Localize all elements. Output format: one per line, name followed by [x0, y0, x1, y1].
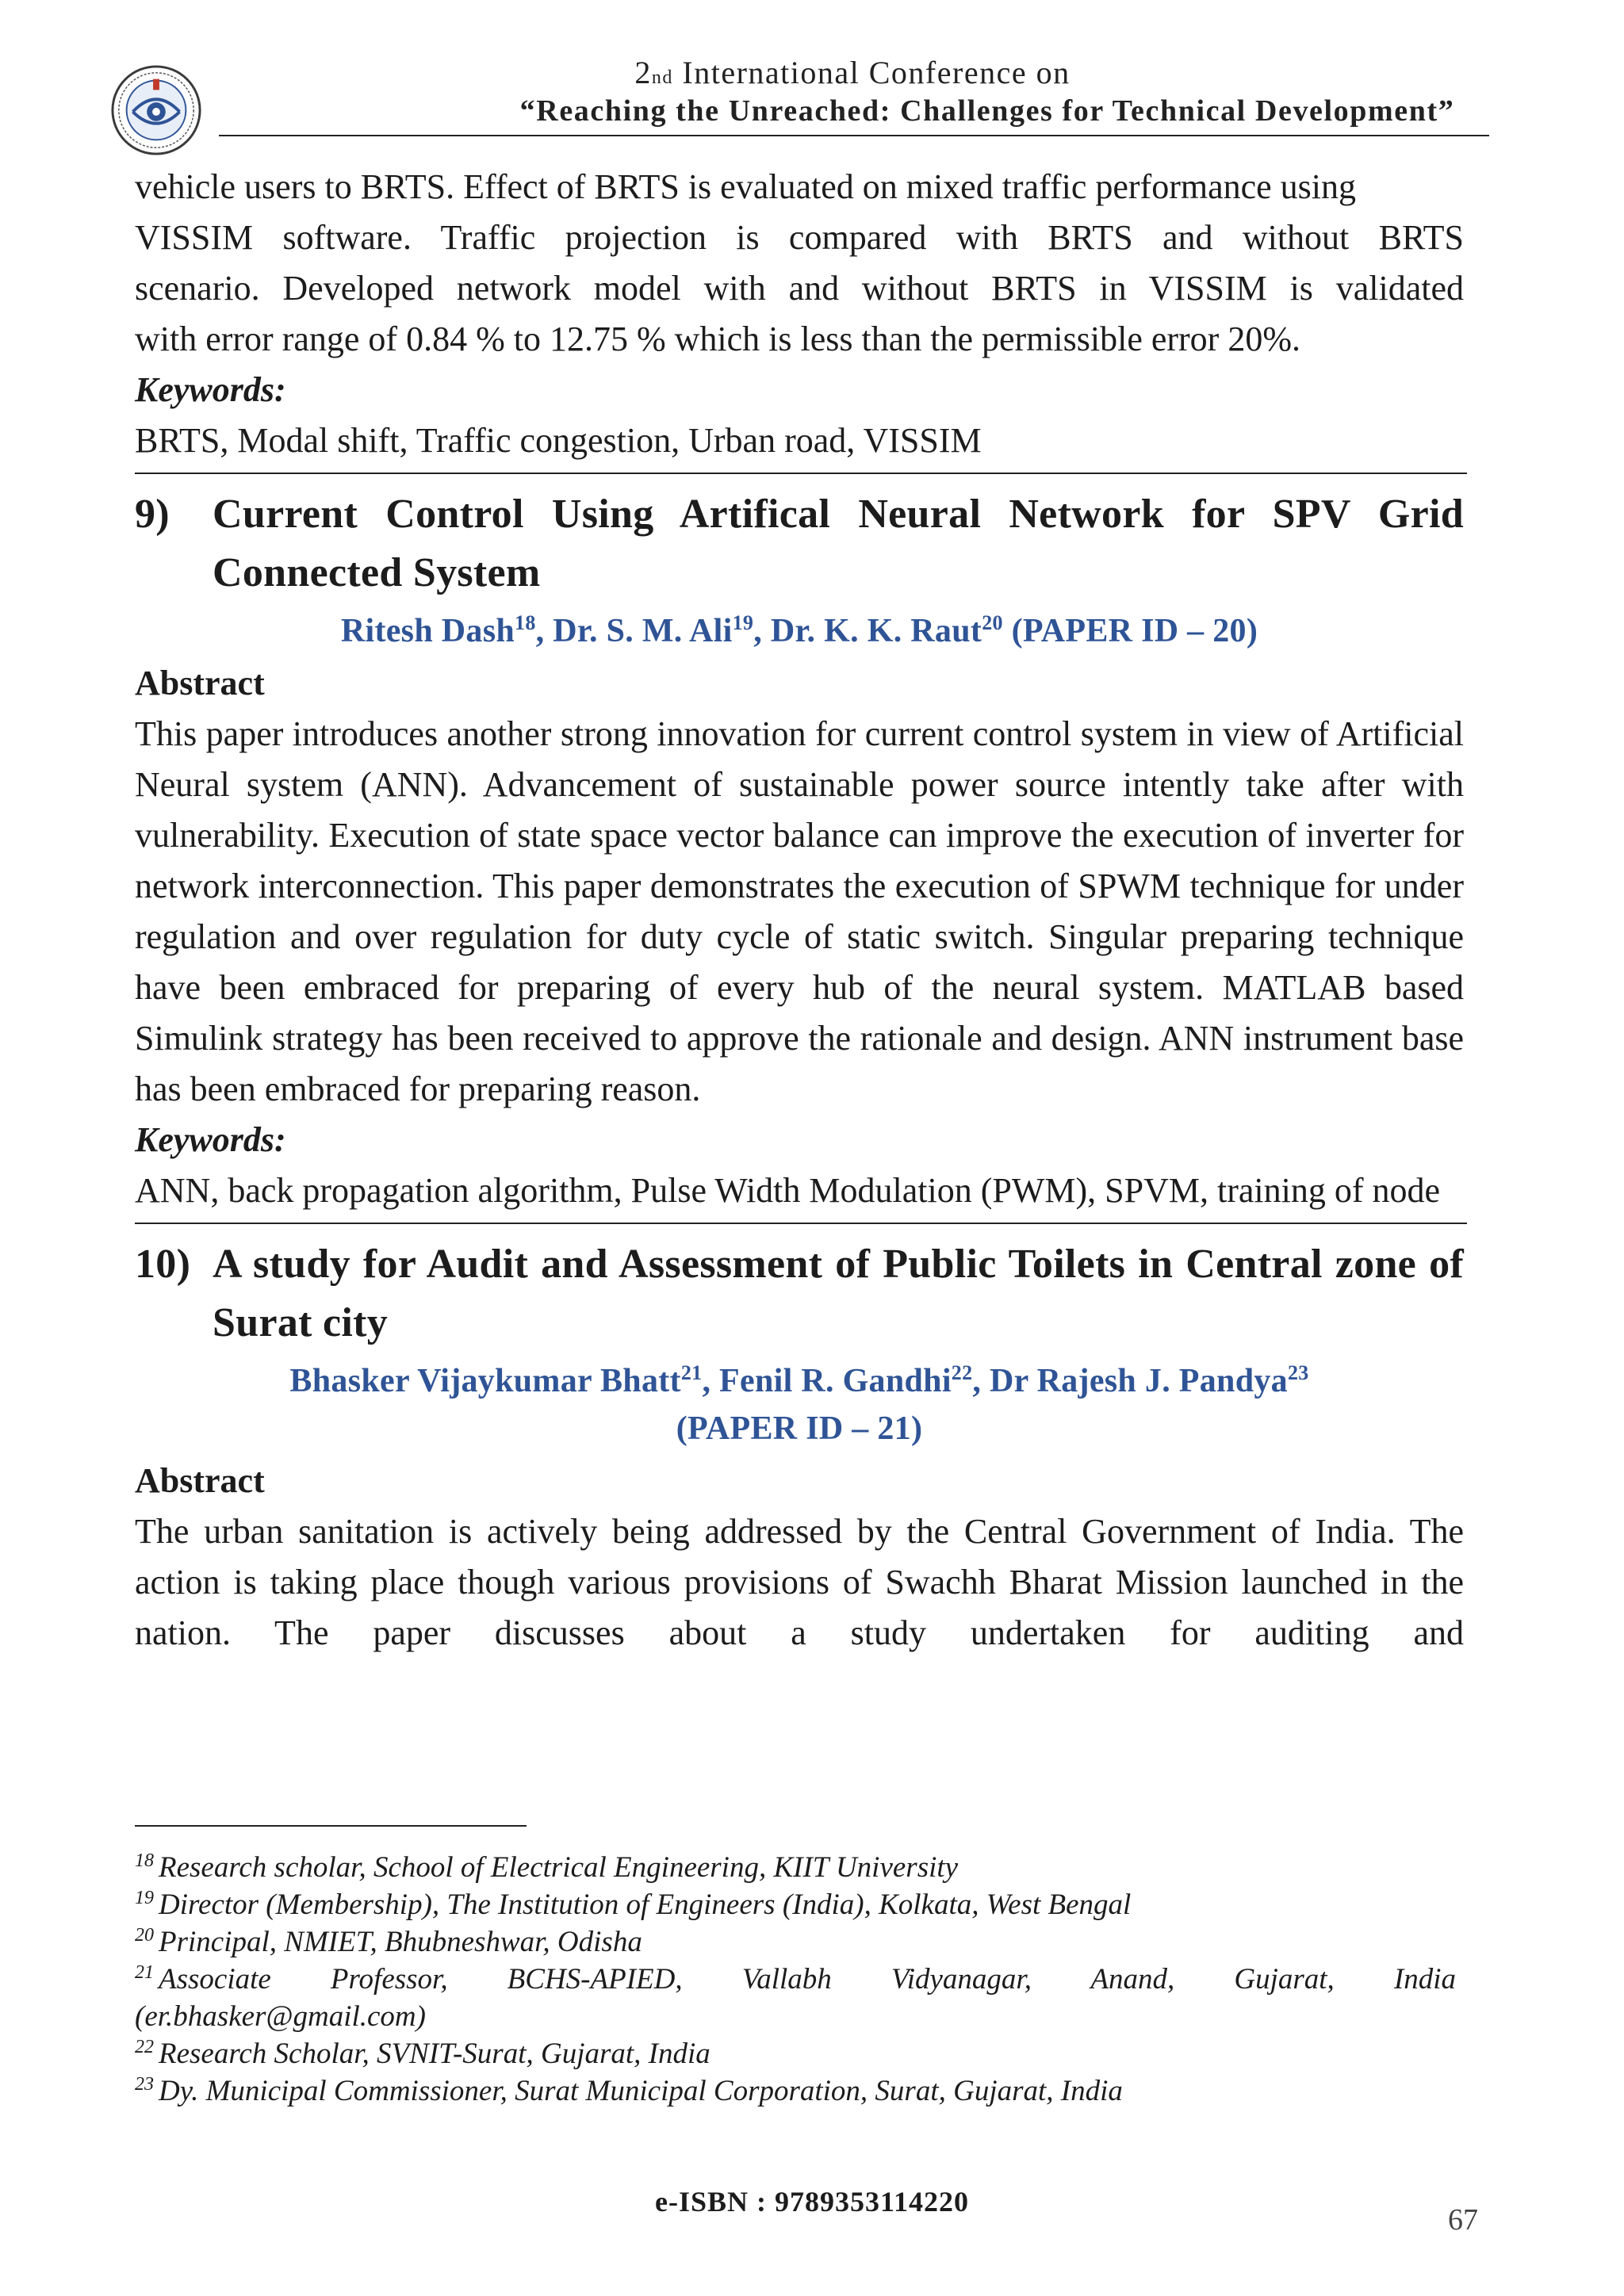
continuation-line: with error range of 0.84 % to 12.75 % which is less than the permissible error 20%. — [135, 320, 1300, 358]
author-name: Dr. K. K. Raut — [770, 613, 982, 649]
previous-abstract-continuation — [135, 162, 1464, 365]
footnote-divider — [135, 1825, 527, 1827]
author-footnote-ref[interactable]: 23 — [1287, 1361, 1309, 1384]
footnote-text: Principal, NMIET, Bhubneshwar, Odisha — [159, 1926, 642, 1958]
footnote-number: 21 — [135, 1961, 154, 1983]
footnote-number: 18 — [135, 1850, 154, 1871]
footnote-number: 22 — [135, 2036, 154, 2057]
paper-id: (PAPER ID – 21) — [676, 1410, 923, 1447]
isbn: e-ISBN : 9789353114220 — [654, 2186, 969, 2218]
footnote — [135, 1923, 1456, 1961]
footnote — [135, 1886, 1456, 1923]
author-name: Bhasker Vijaykumar Bhatt — [289, 1363, 681, 1399]
paper-title: Current Control Using Artifical Neural Network for SPV Grid Connected System — [213, 492, 1464, 595]
footnote-continuation[interactable]: (er.bhasker@gmail.com) — [135, 2000, 426, 2033]
abstract-text: The urban sanitation is actively being addressed by the Central Government of India. The action is taking place though various provisions of Swachh Bharat Mission launched in the nation. The paper discusses about a study undertaken for auditing and — [135, 1512, 1464, 1652]
author-footnote-ref[interactable]: 22 — [951, 1361, 973, 1384]
paper-heading — [135, 485, 1464, 603]
footnote-number: 23 — [135, 2073, 154, 2095]
continuation-line: vehicle users to BRTS. Effect of BRTS is evaluated on mixed traffic performance using — [135, 167, 1357, 206]
section-divider — [135, 473, 1467, 474]
paper-number: 10) — [135, 1242, 191, 1287]
author-name: Dr. S. M. Ali — [553, 613, 733, 649]
keywords-text: ANN, back propagation algorithm, Pulse Width Modulation (PWM), SPVM, training of node — [135, 1171, 1441, 1210]
author-footnote-ref[interactable]: 21 — [680, 1361, 703, 1384]
conference-theme: “Reaching the Unreached: Challenges for Technical Development” — [519, 94, 1455, 128]
footnote-text: Director (Membership), The Institution of Engineers (India), Kolkata, West Bengal — [159, 1888, 1132, 1921]
paper-number: 9) — [135, 492, 170, 537]
section-divider — [135, 1223, 1467, 1224]
footnote-text: Research scholar, School of Electrical Engineering, KIIT University — [159, 1851, 959, 1884]
conference-name — [222, 54, 1483, 91]
author-list: Ritesh Dash$^{18}$, Dr. S. M. Ali$^{19}$, Dr. K. K. Raut$^{20}$ (PAPER ID – 20) — [340, 611, 1258, 649]
paper-id: (PAPER ID – 20) — [1011, 613, 1258, 649]
keywords-label: Keywords: — [135, 1120, 286, 1159]
conference-ordinal-suffix: nd — [651, 67, 673, 88]
conference-name-text: International Conference on — [682, 55, 1071, 90]
continuation-line: scenario. Developed network model with and without BRTS in VISSIM is validated — [135, 269, 1464, 308]
footnote-text: Associate Professor, BCHS-APIED, Vallabh Vidyanagar, Anand, Gujarat, India — [159, 1963, 1456, 1996]
footnote-number: 20 — [135, 1924, 154, 1946]
footnote — [135, 1849, 1456, 1886]
footnotes — [135, 1849, 1456, 2110]
footnote — [135, 2035, 1456, 2072]
abstract-label: Abstract — [135, 664, 265, 702]
author-name: Fenil R. Gandhi — [719, 1363, 952, 1399]
footnote-text: Research Scholar, SVNIT-Surat, Gujarat, India — [159, 2038, 710, 2070]
continuation-line: VISSIM software. Traffic projection is compared with BRTS and without BRTS — [135, 218, 1464, 257]
header-divider — [219, 135, 1489, 136]
author-name: Ritesh Dash — [340, 613, 515, 649]
author-footnote-ref[interactable]: 18 — [515, 611, 536, 634]
institution-seal-icon — [109, 63, 203, 157]
conference-ordinal-number: 2 — [634, 55, 652, 90]
paper-title: A study for Audit and Assessment of Public Toilets in Central zone of Surat city — [213, 1242, 1464, 1345]
keywords-label: Keywords: — [135, 370, 286, 409]
page-content — [135, 162, 1464, 1659]
author-list: Bhasker Vijaykumar Bhatt$^{21}$, Fenil R. Gandhi$^{22}$, Dr Rajesh J. Pandya$^{23}$ (PAPER ID – 21) — [289, 1361, 1309, 1447]
abstract-text: This paper introduces another strong innovation for current control system in view of Artificial Neural system (ANN). Advancement of sustainable power source intently take after with vulnerability. Execution of state space vector balance can improve the execution of inverter for network interconnection. This paper demonstrates the execution of SPWM technique for under regulation and over regulation for duty cycle of static switch. Singular preparing technique have been embraced for preparing of every hub of the neural system. MATLAB based Simulink strategy has been received to approve the rationale and design. ANN instrument base has been embraced for preparing reason. — [135, 714, 1464, 1108]
keywords-text: BRTS, Modal shift, Traffic congestion, Urban road, VISSIM — [135, 421, 982, 460]
footnote — [135, 1961, 1456, 1998]
author-footnote-ref[interactable]: 19 — [732, 611, 754, 634]
footnote-text: Dy. Municipal Commissioner, Surat Municipal Corporation, Surat, Gujarat, India — [159, 2075, 1123, 2107]
author-name: Dr Rajesh J. Pandya — [990, 1363, 1288, 1399]
abstract-label: Abstract — [135, 1461, 265, 1500]
footnote-number: 19 — [135, 1887, 154, 1908]
author-footnote-ref[interactable]: 20 — [982, 611, 1003, 634]
footnote — [135, 2072, 1456, 2110]
paper-heading — [135, 1235, 1464, 1353]
page-number: 67 — [1448, 2203, 1478, 2237]
